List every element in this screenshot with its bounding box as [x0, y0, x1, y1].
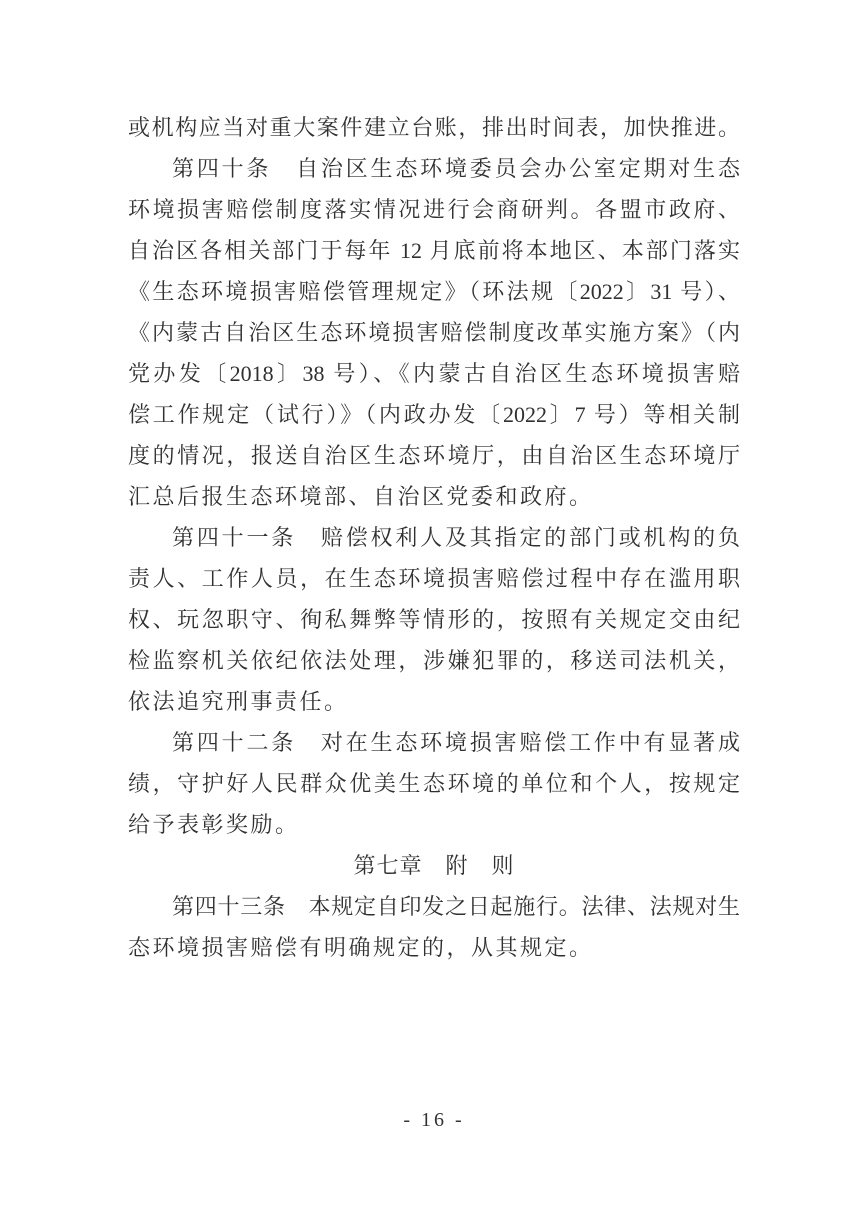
text-line: 自治区各相关部门于每年 12 月底前将本地区、本部门落实 — [128, 238, 740, 263]
text-line: 第四十一条 赔偿权利人及其指定的部门或机构的负 — [172, 525, 740, 550]
text-line: 态环境损害赔偿有明确规定的，从其规定。 — [128, 935, 594, 960]
text-line: 《内蒙古自治区生态环境损害赔偿制度改革实施方案》（内 — [128, 320, 740, 345]
text-line: 依法追究刑事责任。 — [128, 689, 349, 714]
text-line: 环境损害赔偿制度落实情况进行会商研判。各盟市政府、 — [128, 197, 740, 222]
text-line: 第四十三条 本规定自印发之日起施行。法律、法规对生 — [172, 894, 740, 919]
text-line: 第四十条 自治区生态环境委员会办公室定期对生态 — [172, 156, 740, 181]
text-line: 或机构应当对重大案件建立台账，排出时间表，加快推进。 — [128, 115, 740, 140]
text-line: 偿工作规定（试行）》（内政办发〔2022〕7 号）等相关制 — [128, 402, 740, 427]
text-line: 绩，守护好人民群众优美生态环境的单位和个人，按规定 — [128, 771, 740, 796]
text-line: 党办发〔2018〕38 号）、《内蒙古自治区生态环境损害赔 — [128, 361, 740, 386]
text-line: 给予表彰奖励。 — [128, 812, 300, 837]
text-line: 责人、工作人员，在生态环境损害赔偿过程中存在滥用职 — [128, 566, 740, 591]
chapter-heading: 第七章 附 则 — [353, 853, 515, 878]
text-line: 检监察机关依纪依法处理，涉嫌犯罪的，移送司法机关， — [128, 648, 740, 673]
page-number: - 16 - — [403, 1109, 465, 1131]
text-line: 第四十二条 对在生态环境损害赔偿工作中有显著成 — [172, 730, 740, 755]
text-line: 权、玩忽职守、徇私舞弊等情形的，按照有关规定交由纪 — [128, 607, 740, 632]
document-body — [128, 107, 740, 968]
text-line: 度的情况，报送自治区生态环境厅，由自治区生态环境厅 — [128, 443, 740, 468]
text-line: 汇总后报生态环境部、自治区党委和政府。 — [128, 484, 594, 509]
text-line: 《生态环境损害赔偿管理规定》（环法规〔2022〕31 号）、 — [128, 279, 740, 304]
